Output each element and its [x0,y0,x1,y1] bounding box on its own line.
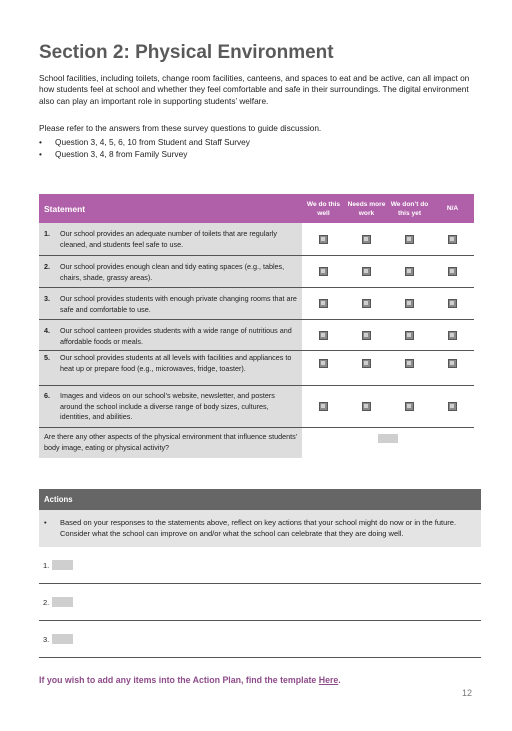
page-number: 12 [462,688,473,698]
table-row: 1. Our school provides an adequate number of toilets that are regularly cleaned, and students feel safe to use. [39,223,474,256]
checkbox-needs-work[interactable] [362,267,371,276]
header-do-well: We do this well [306,200,341,217]
checkbox-na[interactable] [448,331,457,340]
checkbox-na[interactable] [448,299,457,308]
reference-list [39,136,250,160]
header-statement: Statement [44,203,86,214]
checkbox-do-well[interactable] [319,267,328,276]
table-row: 2. Our school provides enough clean and tidy eating spaces (e.g., tables, chairs, shade, grassy areas). [39,256,474,288]
action-item: 2. [39,584,481,621]
other-aspects-question: Are there any other aspects of the physical environment that influence students’ body image, eating or physical activity? [39,428,302,458]
checkbox-na[interactable] [448,235,457,244]
intro-paragraph: School facilities, including toilets, change room facilities, canteens, and spaces to eat and be active, can all impact on how students feel at school and whether they feel comfortable and safe in their surroundings. The digital environment also can play an important role in supporting students’ welfare. [39,73,470,106]
checkbox-not-yet[interactable] [405,299,414,308]
table-header [39,194,474,223]
header-na: N/A [446,205,459,212]
checkbox-do-well[interactable] [319,299,328,308]
footer-note: If you wish to add any items into the Action Plan, find the template Here. [39,675,341,685]
checkbox-not-yet[interactable] [405,402,414,411]
header-needs-work: Needs more work [347,200,386,217]
table-row: 4. Our school canteen provides students with a wide range of nutritious and affordable foods or meals. [39,320,474,351]
other-aspects-row [39,428,474,458]
refer-text: Please refer to the answers from these survey questions to guide discussion. [39,123,322,133]
action-input[interactable] [52,560,73,570]
header-not-yet: We don’t do this yet [390,200,429,217]
checkbox-not-yet[interactable] [405,359,414,368]
statement-text: Our school provides an adequate number of toilets that are regularly cleaned, and students feel safe to use. [60,229,277,249]
checkbox-needs-work[interactable] [362,402,371,411]
checkbox-not-yet[interactable] [405,331,414,340]
reference-item: • Question 3, 4, 8 from Family Survey [39,149,188,159]
bullet-icon: • [39,137,42,147]
checkbox-do-well[interactable] [319,331,328,340]
table-row: 3. Our school provides students with enough private changing rooms that are safe and comfortable to use. [39,288,474,320]
reference-item: • Question 3, 4, 5, 6, 10 from Student and Staff Survey [39,137,250,147]
statement-text: Our school provides students with enough private changing rooms that are safe and comfortable to use. [60,294,297,314]
bullet-icon: • [39,149,42,159]
table-row: 6. Images and videos on our school’s website, newsletter, and posters around the school include a diverse range of body sizes, cultures, identities, and abilities. [39,386,474,428]
action-item: 3. [39,621,481,658]
action-item: 1. [39,547,481,584]
statement-text: Images and videos on our school’s website, newsletter, and posters around the school include a diverse range of body sizes, cultures, identities, and abilities. [60,391,275,422]
checkbox-na[interactable] [448,359,457,368]
actions-header: Actions [39,489,481,510]
action-input[interactable] [52,634,73,644]
checkbox-not-yet[interactable] [405,267,414,276]
checkbox-na[interactable] [448,267,457,276]
template-link[interactable]: Here [318,675,339,685]
statement-text: Our school provides enough clean and tidy eating spaces (e.g., tables, chairs, shade, grassy areas). [60,262,285,282]
bullet-icon: • [44,518,47,527]
statement-text: Our school provides students at all levels with facilities and appliances to heat up or prepare food (e.g., microwaves, fridge, toaster). [60,353,292,373]
checkbox-do-well[interactable] [319,235,328,244]
checkbox-needs-work[interactable] [362,299,371,308]
actions-section [39,489,481,658]
checkbox-needs-work[interactable] [362,359,371,368]
statement-table [39,194,474,458]
checkbox-not-yet[interactable] [405,235,414,244]
checkbox-do-well[interactable] [319,359,328,368]
table-row: 5. Our school provides students at all levels with facilities and appliances to heat up or prepare food (e.g., microwaves, fridge, toaster). [39,351,474,386]
checkbox-do-well[interactable] [319,402,328,411]
checkbox-needs-work[interactable] [362,331,371,340]
checkbox-na[interactable] [448,402,457,411]
statement-text: Our school canteen provides students with a wide range of nutritious and affordable foods or meals. [60,326,292,346]
actions-instructions: • Based on your responses to the statements above, reflect on key actions that your school might do now or in the future. Consider what the school can improve on and/or what the school can celebrate that they are doing well. [39,510,481,547]
checkbox-needs-work[interactable] [362,235,371,244]
other-aspects-input[interactable] [378,434,398,443]
action-input[interactable] [52,597,73,607]
page-title: Section 2: Physical Environment [39,42,334,63]
